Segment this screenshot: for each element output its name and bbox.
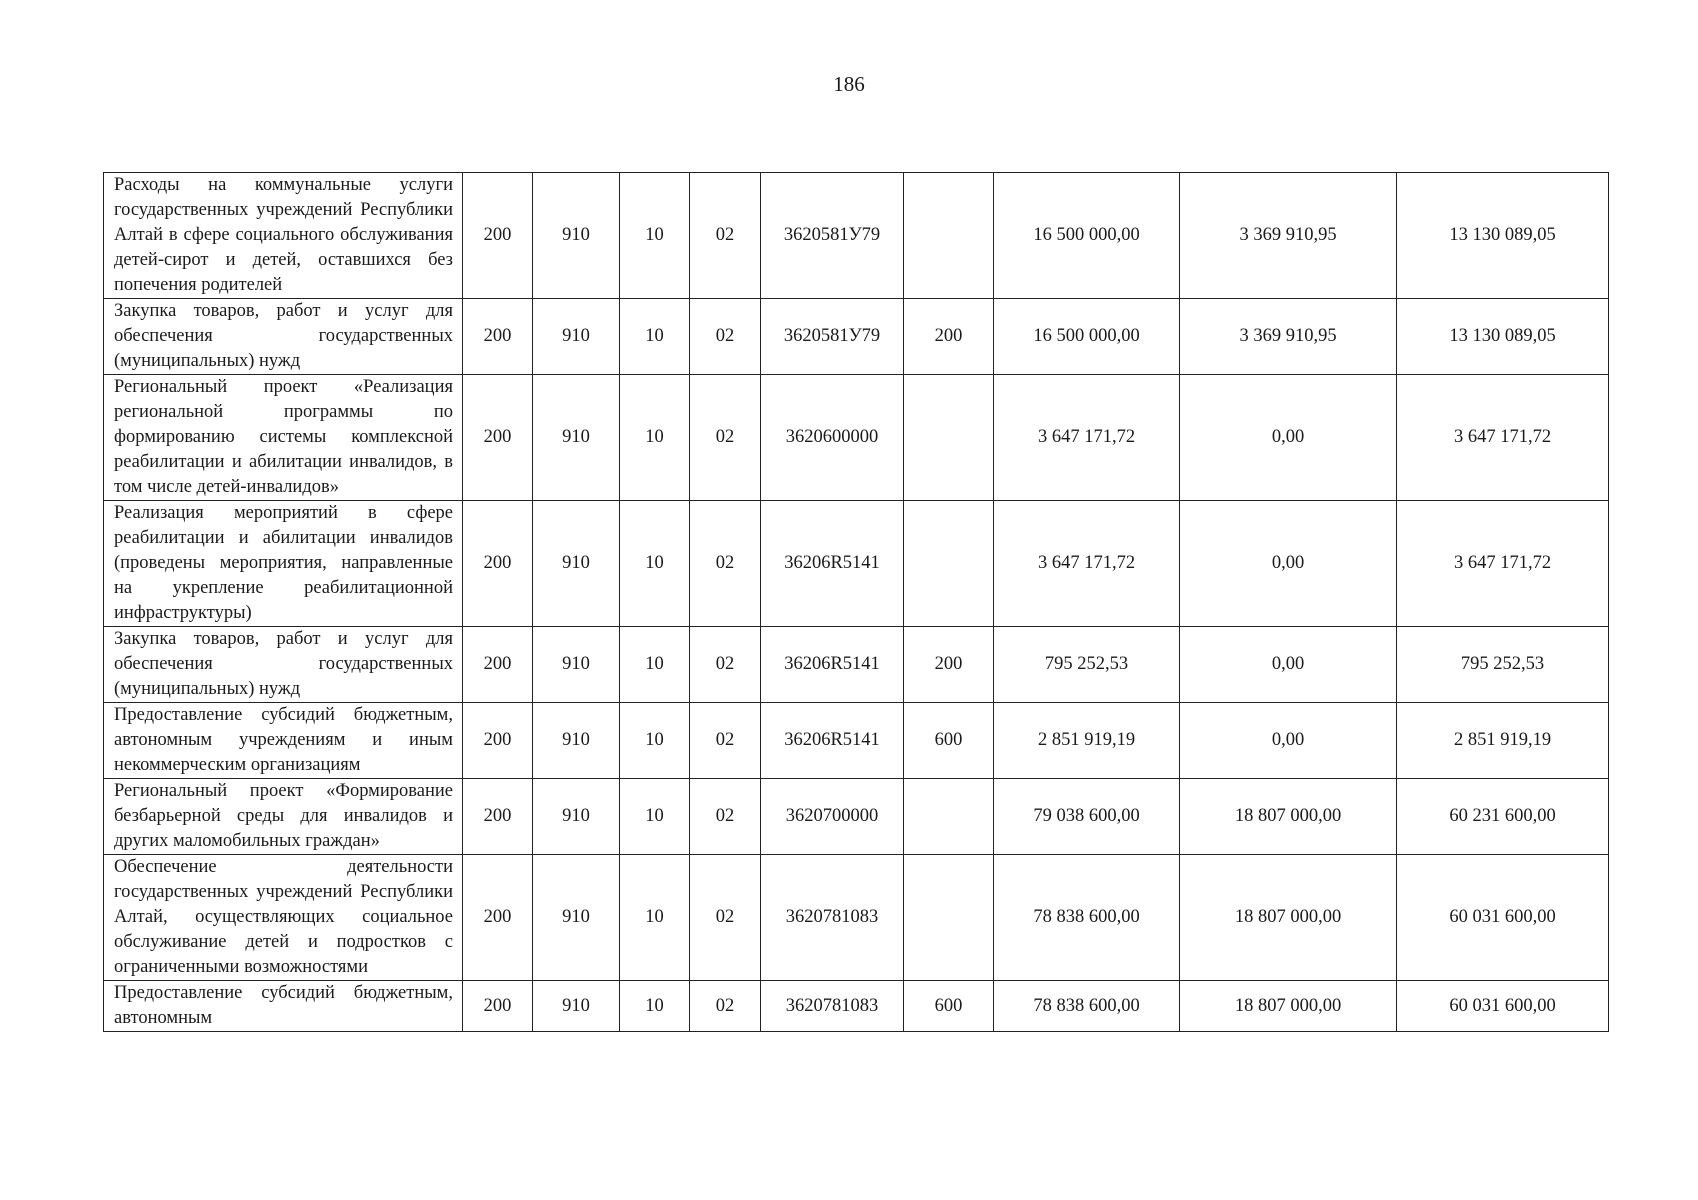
row-description: Закупка товаров, работ и услуг для обеспечения государственных (муниципальных) нужд bbox=[104, 299, 463, 375]
department-code: 910 bbox=[533, 855, 620, 981]
expense-type-code bbox=[904, 501, 994, 627]
table-row bbox=[104, 375, 1609, 501]
remainder-amount: 795 252,53 bbox=[1397, 627, 1609, 703]
subsection-code: 02 bbox=[690, 627, 761, 703]
row-description: Региональный проект «Формирование безбарьерной среды для инвалидов и других маломобильных граждан» bbox=[104, 779, 463, 855]
ministry-code: 200 bbox=[463, 173, 533, 299]
planned-amount: 3 647 171,72 bbox=[994, 375, 1180, 501]
expense-type-code: 600 bbox=[904, 981, 994, 1032]
row-description: Обеспечение деятельности государственных учреждений Республики Алтай, осуществляющих социальное обслуживание детей и подростков с ограниченными возможностями bbox=[104, 855, 463, 981]
department-code: 910 bbox=[533, 981, 620, 1032]
table-row bbox=[104, 627, 1609, 703]
target-article-code: 3620581У79 bbox=[761, 299, 904, 375]
page-number: 186 bbox=[833, 72, 865, 96]
remainder-amount: 60 231 600,00 bbox=[1397, 779, 1609, 855]
executed-amount: 18 807 000,00 bbox=[1180, 981, 1397, 1032]
target-article-code: 3620781083 bbox=[761, 981, 904, 1032]
executed-amount: 18 807 000,00 bbox=[1180, 779, 1397, 855]
section-code: 10 bbox=[620, 375, 690, 501]
ministry-code: 200 bbox=[463, 375, 533, 501]
department-code: 910 bbox=[533, 627, 620, 703]
table-row bbox=[104, 299, 1609, 375]
executed-amount: 0,00 bbox=[1180, 703, 1397, 779]
target-article-code: 3620781083 bbox=[761, 855, 904, 981]
remainder-amount: 60 031 600,00 bbox=[1397, 981, 1609, 1032]
department-code: 910 bbox=[533, 779, 620, 855]
expense-type-code bbox=[904, 779, 994, 855]
section-code: 10 bbox=[620, 627, 690, 703]
planned-amount: 79 038 600,00 bbox=[994, 779, 1180, 855]
section-code: 10 bbox=[620, 173, 690, 299]
target-article-code: 36206R5141 bbox=[761, 627, 904, 703]
expense-type-code bbox=[904, 855, 994, 981]
table-row bbox=[104, 855, 1609, 981]
ministry-code: 200 bbox=[463, 299, 533, 375]
section-code: 10 bbox=[620, 299, 690, 375]
remainder-amount: 60 031 600,00 bbox=[1397, 855, 1609, 981]
section-code: 10 bbox=[620, 501, 690, 627]
expense-type-code bbox=[904, 173, 994, 299]
planned-amount: 2 851 919,19 bbox=[994, 703, 1180, 779]
subsection-code: 02 bbox=[690, 501, 761, 627]
executed-amount: 0,00 bbox=[1180, 375, 1397, 501]
ministry-code: 200 bbox=[463, 703, 533, 779]
section-code: 10 bbox=[620, 703, 690, 779]
budget-table bbox=[103, 172, 1609, 1032]
remainder-amount: 3 647 171,72 bbox=[1397, 375, 1609, 501]
table-row bbox=[104, 501, 1609, 627]
section-code: 10 bbox=[620, 855, 690, 981]
remainder-amount: 2 851 919,19 bbox=[1397, 703, 1609, 779]
department-code: 910 bbox=[533, 173, 620, 299]
department-code: 910 bbox=[533, 299, 620, 375]
department-code: 910 bbox=[533, 703, 620, 779]
remainder-amount: 13 130 089,05 bbox=[1397, 173, 1609, 299]
expense-type-code bbox=[904, 375, 994, 501]
remainder-amount: 3 647 171,72 bbox=[1397, 501, 1609, 627]
target-article-code: 36206R5141 bbox=[761, 703, 904, 779]
planned-amount: 795 252,53 bbox=[994, 627, 1180, 703]
subsection-code: 02 bbox=[690, 703, 761, 779]
target-article-code: 3620700000 bbox=[761, 779, 904, 855]
subsection-code: 02 bbox=[690, 173, 761, 299]
row-description: Реализация мероприятий в сфере реабилитации и абилитации инвалидов (проведены мероприятия, направленные на укрепление реабилитационной инфраструктуры) bbox=[104, 501, 463, 627]
target-article-code: 36206R5141 bbox=[761, 501, 904, 627]
ministry-code: 200 bbox=[463, 501, 533, 627]
table-row bbox=[104, 779, 1609, 855]
row-description: Предоставление субсидий бюджетным, автономным bbox=[104, 981, 463, 1032]
executed-amount: 3 369 910,95 bbox=[1180, 173, 1397, 299]
row-description: Предоставление субсидий бюджетным, автономным учреждениям и иным некоммерческим организациям bbox=[104, 703, 463, 779]
target-article-code: 3620600000 bbox=[761, 375, 904, 501]
subsection-code: 02 bbox=[690, 855, 761, 981]
table-row bbox=[104, 173, 1609, 299]
department-code: 910 bbox=[533, 501, 620, 627]
planned-amount: 16 500 000,00 bbox=[994, 299, 1180, 375]
ministry-code: 200 bbox=[463, 627, 533, 703]
row-description: Расходы на коммунальные услуги государственных учреждений Республики Алтай в сфере социального обслуживания детей-сирот и детей, оставшихся без попечения родителей bbox=[104, 173, 463, 299]
executed-amount: 0,00 bbox=[1180, 627, 1397, 703]
section-code: 10 bbox=[620, 779, 690, 855]
planned-amount: 78 838 600,00 bbox=[994, 981, 1180, 1032]
planned-amount: 78 838 600,00 bbox=[994, 855, 1180, 981]
expense-type-code: 600 bbox=[904, 703, 994, 779]
expense-type-code: 200 bbox=[904, 299, 994, 375]
planned-amount: 3 647 171,72 bbox=[994, 501, 1180, 627]
subsection-code: 02 bbox=[690, 299, 761, 375]
remainder-amount: 13 130 089,05 bbox=[1397, 299, 1609, 375]
department-code: 910 bbox=[533, 375, 620, 501]
subsection-code: 02 bbox=[690, 779, 761, 855]
ministry-code: 200 bbox=[463, 779, 533, 855]
executed-amount: 3 369 910,95 bbox=[1180, 299, 1397, 375]
table-body bbox=[104, 173, 1609, 1032]
ministry-code: 200 bbox=[463, 855, 533, 981]
target-article-code: 3620581У79 bbox=[761, 173, 904, 299]
subsection-code: 02 bbox=[690, 981, 761, 1032]
subsection-code: 02 bbox=[690, 375, 761, 501]
row-description: Закупка товаров, работ и услуг для обеспечения государственных (муниципальных) нужд bbox=[104, 627, 463, 703]
executed-amount: 0,00 bbox=[1180, 501, 1397, 627]
planned-amount: 16 500 000,00 bbox=[994, 173, 1180, 299]
expense-type-code: 200 bbox=[904, 627, 994, 703]
table-row bbox=[104, 703, 1609, 779]
table-row bbox=[104, 981, 1609, 1032]
row-description: Региональный проект «Реализация региональной программы по формированию системы комплексной реабилитации и абилитации инвалидов, в том числе детей-инвалидов» bbox=[104, 375, 463, 501]
executed-amount: 18 807 000,00 bbox=[1180, 855, 1397, 981]
section-code: 10 bbox=[620, 981, 690, 1032]
ministry-code: 200 bbox=[463, 981, 533, 1032]
